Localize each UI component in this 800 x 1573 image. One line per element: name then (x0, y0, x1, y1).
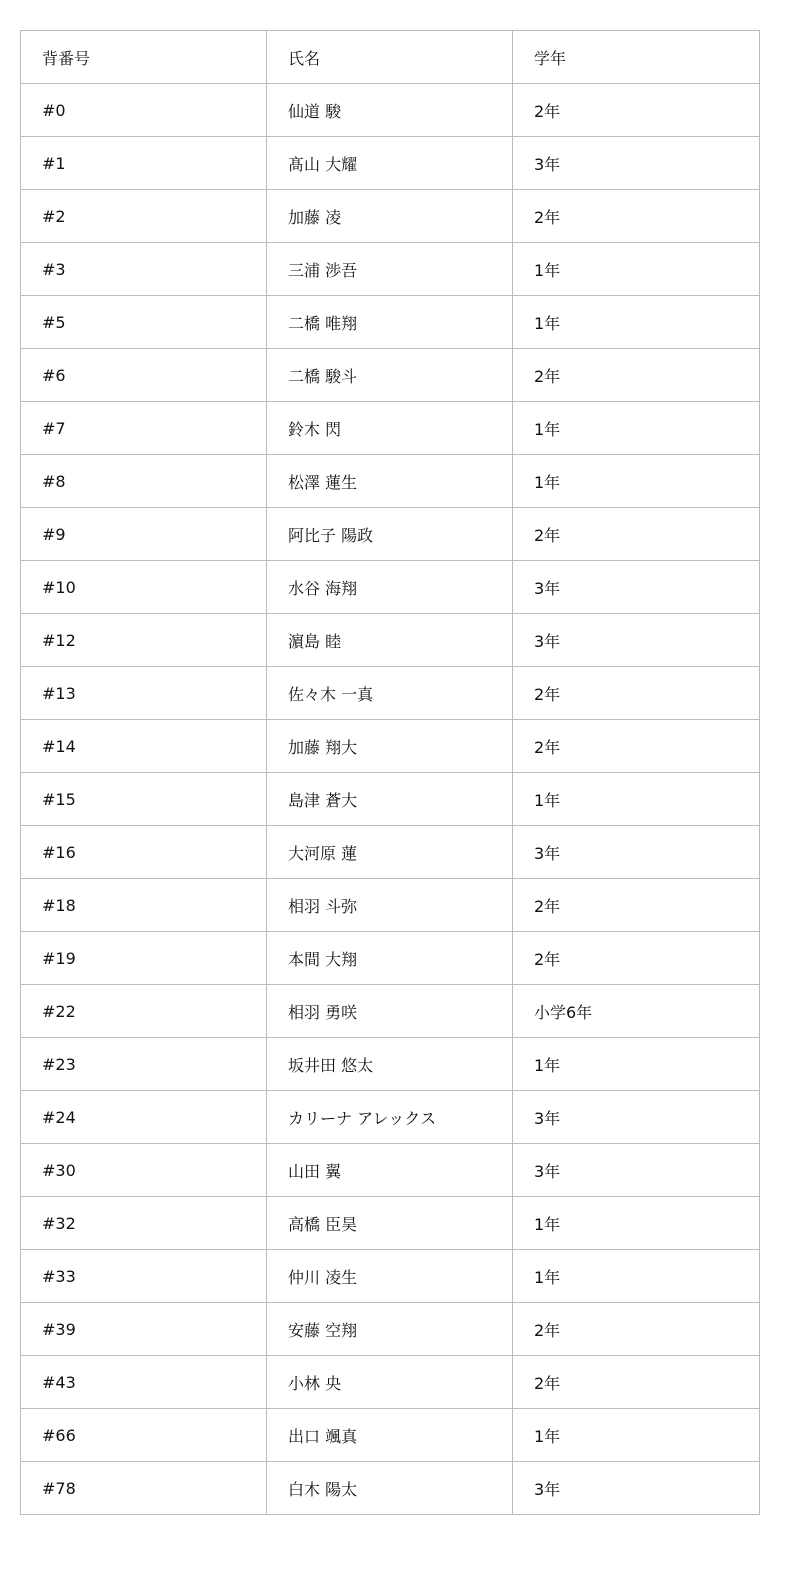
cell-grade: 3年 (513, 561, 760, 614)
cell-name: 松澤 蓮生 (267, 455, 513, 508)
cell-grade: 1年 (513, 1038, 760, 1091)
cell-name: 白木 陽太 (267, 1462, 513, 1515)
cell-number: #32 (21, 1197, 267, 1250)
cell-grade: 3年 (513, 1091, 760, 1144)
cell-number: #66 (21, 1409, 267, 1462)
cell-grade: 2年 (513, 84, 760, 137)
cell-number: #19 (21, 932, 267, 985)
table-row (21, 1038, 760, 1091)
table-row (21, 879, 760, 932)
header-grade: 学年 (513, 31, 760, 84)
table-row (21, 667, 760, 720)
cell-grade: 3年 (513, 614, 760, 667)
table-row (21, 773, 760, 826)
table-row (21, 1250, 760, 1303)
cell-number: #9 (21, 508, 267, 561)
table-row (21, 1303, 760, 1356)
cell-grade: 2年 (513, 879, 760, 932)
table-row (21, 826, 760, 879)
cell-name: 濵島 睦 (267, 614, 513, 667)
table-row (21, 932, 760, 985)
cell-grade: 1年 (513, 296, 760, 349)
cell-grade: 1年 (513, 402, 760, 455)
cell-number: #33 (21, 1250, 267, 1303)
cell-name: 二橋 唯翔 (267, 296, 513, 349)
cell-grade: 3年 (513, 1462, 760, 1515)
cell-name: 佐々木 一真 (267, 667, 513, 720)
cell-number: #10 (21, 561, 267, 614)
cell-name: 仙道 駿 (267, 84, 513, 137)
roster-table (20, 30, 760, 1515)
cell-number: #7 (21, 402, 267, 455)
cell-number: #3 (21, 243, 267, 296)
cell-name: 鈴木 閃 (267, 402, 513, 455)
cell-name: 仲川 凌生 (267, 1250, 513, 1303)
table-row (21, 455, 760, 508)
cell-name: カリーナ アレックス (267, 1091, 513, 1144)
table-row (21, 1409, 760, 1462)
cell-grade: 1年 (513, 1197, 760, 1250)
cell-number: #2 (21, 190, 267, 243)
cell-grade: 3年 (513, 137, 760, 190)
table-row (21, 137, 760, 190)
cell-name: 安藤 空翔 (267, 1303, 513, 1356)
cell-number: #12 (21, 614, 267, 667)
cell-grade: 1年 (513, 1409, 760, 1462)
cell-number: #6 (21, 349, 267, 402)
cell-number: #18 (21, 879, 267, 932)
cell-name: 相羽 勇咲 (267, 985, 513, 1038)
cell-grade: 1年 (513, 455, 760, 508)
cell-number: #43 (21, 1356, 267, 1409)
cell-number: #8 (21, 455, 267, 508)
cell-number: #1 (21, 137, 267, 190)
cell-number: #0 (21, 84, 267, 137)
cell-grade: 1年 (513, 773, 760, 826)
cell-number: #24 (21, 1091, 267, 1144)
cell-name: 加藤 凌 (267, 190, 513, 243)
cell-name: 二橋 駿斗 (267, 349, 513, 402)
table-row (21, 296, 760, 349)
cell-grade: 2年 (513, 1303, 760, 1356)
cell-number: #5 (21, 296, 267, 349)
table-row (21, 190, 760, 243)
cell-number: #22 (21, 985, 267, 1038)
cell-grade: 3年 (513, 826, 760, 879)
cell-grade: 2年 (513, 190, 760, 243)
table-row (21, 243, 760, 296)
cell-name: 本間 大翔 (267, 932, 513, 985)
cell-name: 出口 颯真 (267, 1409, 513, 1462)
table-row (21, 1091, 760, 1144)
cell-name: 高橋 臣昊 (267, 1197, 513, 1250)
table-row (21, 985, 760, 1038)
table-row (21, 1144, 760, 1197)
table-row (21, 614, 760, 667)
cell-name: 髙山 大耀 (267, 137, 513, 190)
cell-name: 小林 央 (267, 1356, 513, 1409)
cell-number: #14 (21, 720, 267, 773)
table-row (21, 561, 760, 614)
roster-table-header (21, 31, 760, 84)
cell-grade: 1年 (513, 243, 760, 296)
cell-grade: 2年 (513, 667, 760, 720)
cell-name: 阿比子 陽政 (267, 508, 513, 561)
cell-number: #23 (21, 1038, 267, 1091)
cell-grade: 小学6年 (513, 985, 760, 1038)
cell-name: 相羽 斗弥 (267, 879, 513, 932)
cell-number: #13 (21, 667, 267, 720)
cell-number: #15 (21, 773, 267, 826)
table-row (21, 1356, 760, 1409)
header-number: 背番号 (21, 31, 267, 84)
cell-grade: 2年 (513, 508, 760, 561)
cell-name: 坂井田 悠太 (267, 1038, 513, 1091)
cell-number: #30 (21, 1144, 267, 1197)
cell-name: 島津 蒼大 (267, 773, 513, 826)
cell-name: 三浦 渉吾 (267, 243, 513, 296)
roster-table-body (21, 84, 760, 1515)
cell-name: 水谷 海翔 (267, 561, 513, 614)
cell-grade: 1年 (513, 1250, 760, 1303)
table-row (21, 402, 760, 455)
cell-grade: 2年 (513, 932, 760, 985)
header-name: 氏名 (267, 31, 513, 84)
cell-grade: 2年 (513, 1356, 760, 1409)
table-row (21, 1462, 760, 1515)
table-row (21, 508, 760, 561)
table-row (21, 1197, 760, 1250)
table-row (21, 349, 760, 402)
cell-number: #39 (21, 1303, 267, 1356)
cell-grade: 3年 (513, 1144, 760, 1197)
cell-number: #78 (21, 1462, 267, 1515)
cell-grade: 2年 (513, 720, 760, 773)
cell-grade: 2年 (513, 349, 760, 402)
header-row (21, 31, 760, 84)
cell-name: 加藤 翔大 (267, 720, 513, 773)
cell-number: #16 (21, 826, 267, 879)
cell-name: 山田 翼 (267, 1144, 513, 1197)
cell-name: 大河原 蓮 (267, 826, 513, 879)
table-row (21, 84, 760, 137)
table-row (21, 720, 760, 773)
